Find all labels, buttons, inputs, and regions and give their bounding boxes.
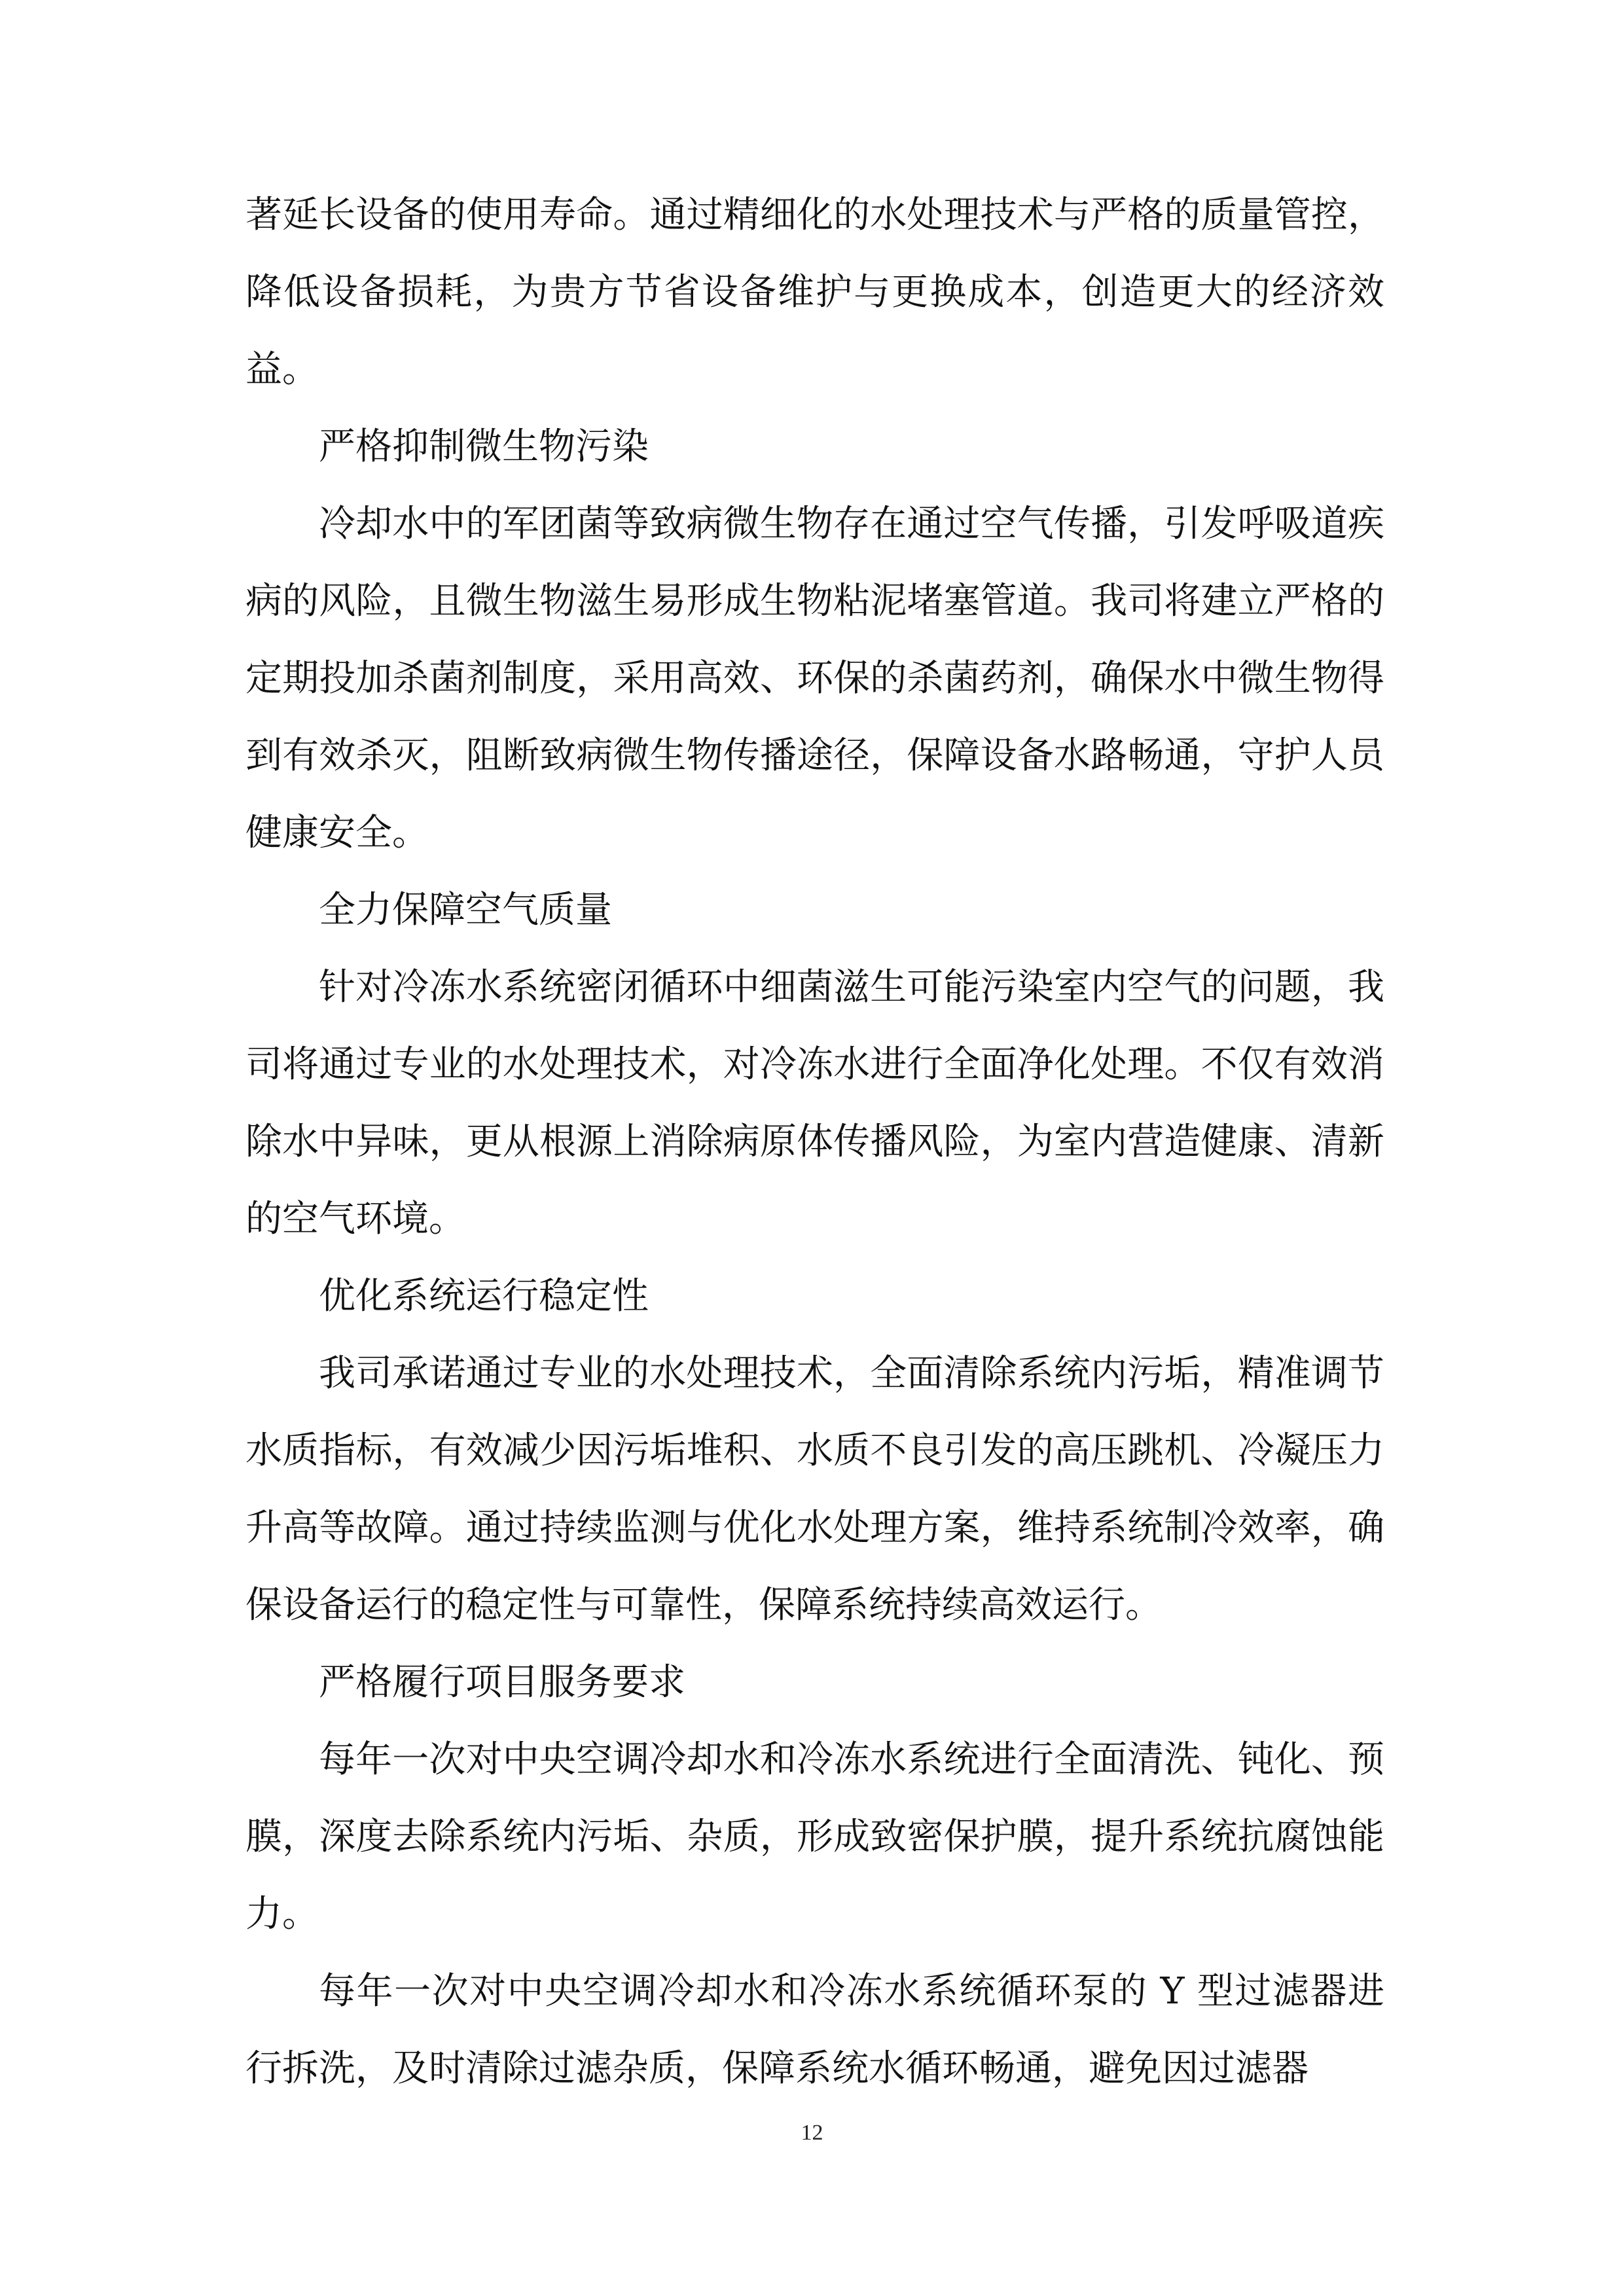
paragraph-microbial-control: 冷却水中的军团菌等致病微生物存在通过空气传播，引发呼吸道疾病的风险，且微生物滋生易形成生物粘泥堵塞管道。我司将建立严格的定期投加杀菌剂制度，采用高效、环保的杀菌药剂，确保水中微生物得到有效杀灭，阻断致病微生物传播途径，保障设备水路畅通，守护人员健康安全。 [245,503,1384,854]
heading-air-quality: 全力保障空气质量 [319,889,612,931]
heading-system-stability: 优化系统运行稳定性 [319,1275,649,1318]
paragraph-filter-cleaning: 每年一次对中央空调冷却水和冷冻水系统循环泵的 Y 型过滤器进行拆洗，及时清除过滤杂质，保障系统水循环畅通，避免因过滤器 [245,1970,1384,2090]
page-number: 12 [801,2121,823,2145]
paragraph-equipment-lifespan: 著延长设备的使用寿命。通过精细化的水处理技术与严格的质量管控，降低设备损耗，为贵方节省设备维护与更换成本，创造更大的经济效益。 [245,194,1384,391]
heading-service-requirements: 严格履行项目服务要求 [319,1661,685,1704]
paragraph-annual-cleaning: 每年一次对中央空调冷却水和冷冻水系统进行全面清洗、钝化、预膜，深度去除系统内污垢、杂质，形成致密保护膜，提升系统抗腐蚀能力。 [245,1738,1384,1935]
heading-microbial-control: 严格抑制微生物污染 [319,425,649,468]
paragraph-air-quality: 针对冷冻水系统密闭循环中细菌滋生可能污染室内空气的问题，我司将通过专业的水处理技术，对冷冻水进行全面净化处理。不仅有效消除水中异味，更从根源上消除病原体传播风险，为室内营造健康、清新的空气环境。 [245,966,1384,1240]
body-text [245,177,1384,2108]
paragraph-system-stability: 我司承诺通过专业的水处理技术，全面清除系统内污垢，精准调节水质指标，有效减少因污垢堆积、水质不良引发的高压跳机、冷凝压力升高等故障。通过持续监测与优化水处理方案，维持系统制冷效率，确保设备运行的稳定性与可靠性，保障系统持续高效运行。 [245,1352,1384,1626]
